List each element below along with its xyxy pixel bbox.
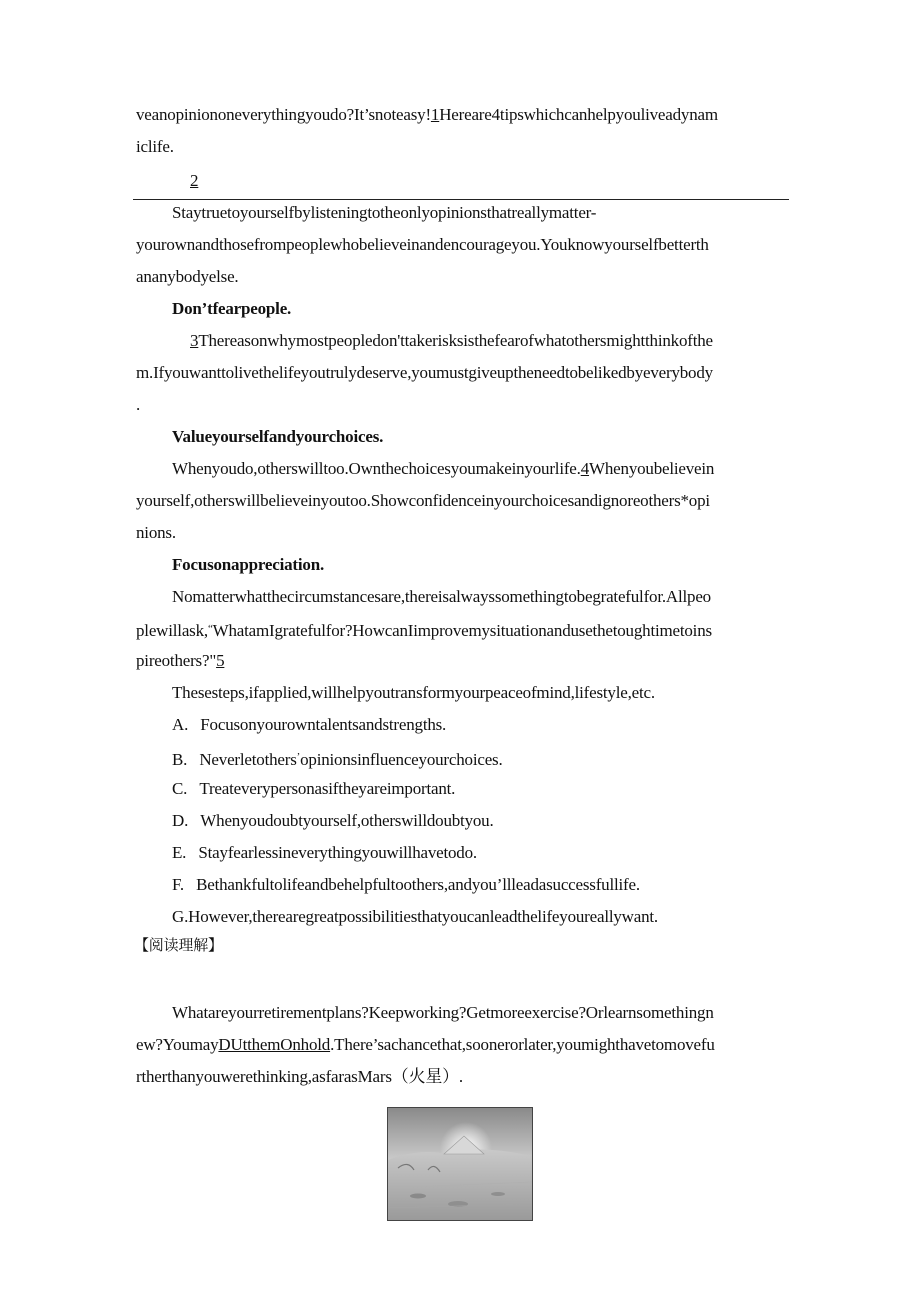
- option-e: E. Stayfearlessineverythingyouwillhavetodo.: [172, 843, 477, 862]
- blank-5: 5: [216, 651, 225, 670]
- underline-rule: [133, 199, 789, 200]
- section4-line-2: plewillask,“WhatamIgratefulfor?HowcanIimprovemysituationandusethetoughtimetoins: [136, 621, 712, 640]
- section4-line-1: Nomatterwhatthecircumstancesare,thereisalwayssomethingtobegratefulfor.Allpeo: [172, 587, 711, 606]
- intro-line-2: iclife.: [136, 137, 174, 156]
- mars-landscape-illustration: [388, 1108, 532, 1220]
- passage2-line-3: rtherthanyouwerethinking,asfarasMars（火星）.: [136, 1067, 463, 1086]
- passage2-line-2: ew?YoumayDUtthemOnhold.There’sachancethat,soonerorlater,youmighthavetomovefu: [136, 1035, 715, 1054]
- section2-line-3: .: [136, 395, 141, 414]
- option-f: F. Bethankfultolifeandbehelpfultoothers,andyou’llleadasuccessfullife.: [172, 875, 640, 894]
- section4-heading: Focusonappreciation.: [172, 555, 325, 574]
- passage2-line-1: Whatareyourretirementplans?Keepworking?Getmoreexercise?Orlearnsomethingn: [172, 1003, 714, 1022]
- blank-3: 3: [190, 331, 199, 350]
- section1-line-2: yourownandthosefrompeoplewhobelieveinandencourageyou.Youknowyourselfbetterth: [136, 235, 709, 254]
- section4-line-3: pireothers?"5: [136, 651, 225, 670]
- blank-1: 1: [430, 105, 440, 124]
- option-c: C. Treateverypersonasiftheyareimportant.: [172, 779, 456, 798]
- option-g: G.However,therearegreatpossibilitiesthatyoucanleadthelifeyoureallywant.: [172, 907, 658, 926]
- section1-line-1: Staytruetoyourselfbylisteningtotheonlyopinionsthatreallymatter-: [172, 203, 597, 222]
- section2-heading: Don’tfearpeople.: [172, 299, 292, 318]
- option-b: B. Neverletothers’opinionsinfluenceyourchoices.: [172, 750, 503, 769]
- option-d: D. Whenyoudoubtyourself,otherswilldoubtyou.: [172, 811, 494, 830]
- section2-line-2: m.Ifyouwanttolivethelifeyoutrulydeserve,youmustgiveuptheneedtobelikedbyeverybody: [136, 363, 713, 382]
- mars-landscape-image: [387, 1107, 533, 1221]
- blank-4: 4: [580, 459, 590, 478]
- section2-line-1: 3Thereasonwhymostpeopledon'ttakerisksisthefearofwhatothersmightthinkofthe: [190, 331, 713, 350]
- section3-line-3: nions.: [136, 523, 176, 542]
- section3-line-1: Whenyoudo,otherswilltoo.Ownthechoicesyoumakeinyourlife.4Whenyoubelievein: [172, 459, 715, 478]
- intro-line-1: veanopiniononeverythingyoudo?It’snoteasy!1Hereare4tipswhichcanhelpyouliveadynam: [136, 105, 718, 124]
- section3-heading: Valueyourselfandyourchoices.: [172, 427, 384, 446]
- section4-line-4: Thesesteps,ifapplied,willhelpyoutransformyourpeaceofmind,lifestyle,etc.: [172, 683, 655, 702]
- option-a: A. Focusonyourowntalentsandstrengths.: [172, 715, 447, 734]
- section1-line-3: ananybodyelse.: [136, 267, 239, 286]
- blank-2: 2: [190, 171, 199, 190]
- reading-comprehension-label: 【阅读理解】: [134, 936, 223, 954]
- section3-line-2: yourself,otherswillbelieveinyoutoo.Showconfidenceinyourchoicesandignoreothers*opi: [136, 491, 710, 510]
